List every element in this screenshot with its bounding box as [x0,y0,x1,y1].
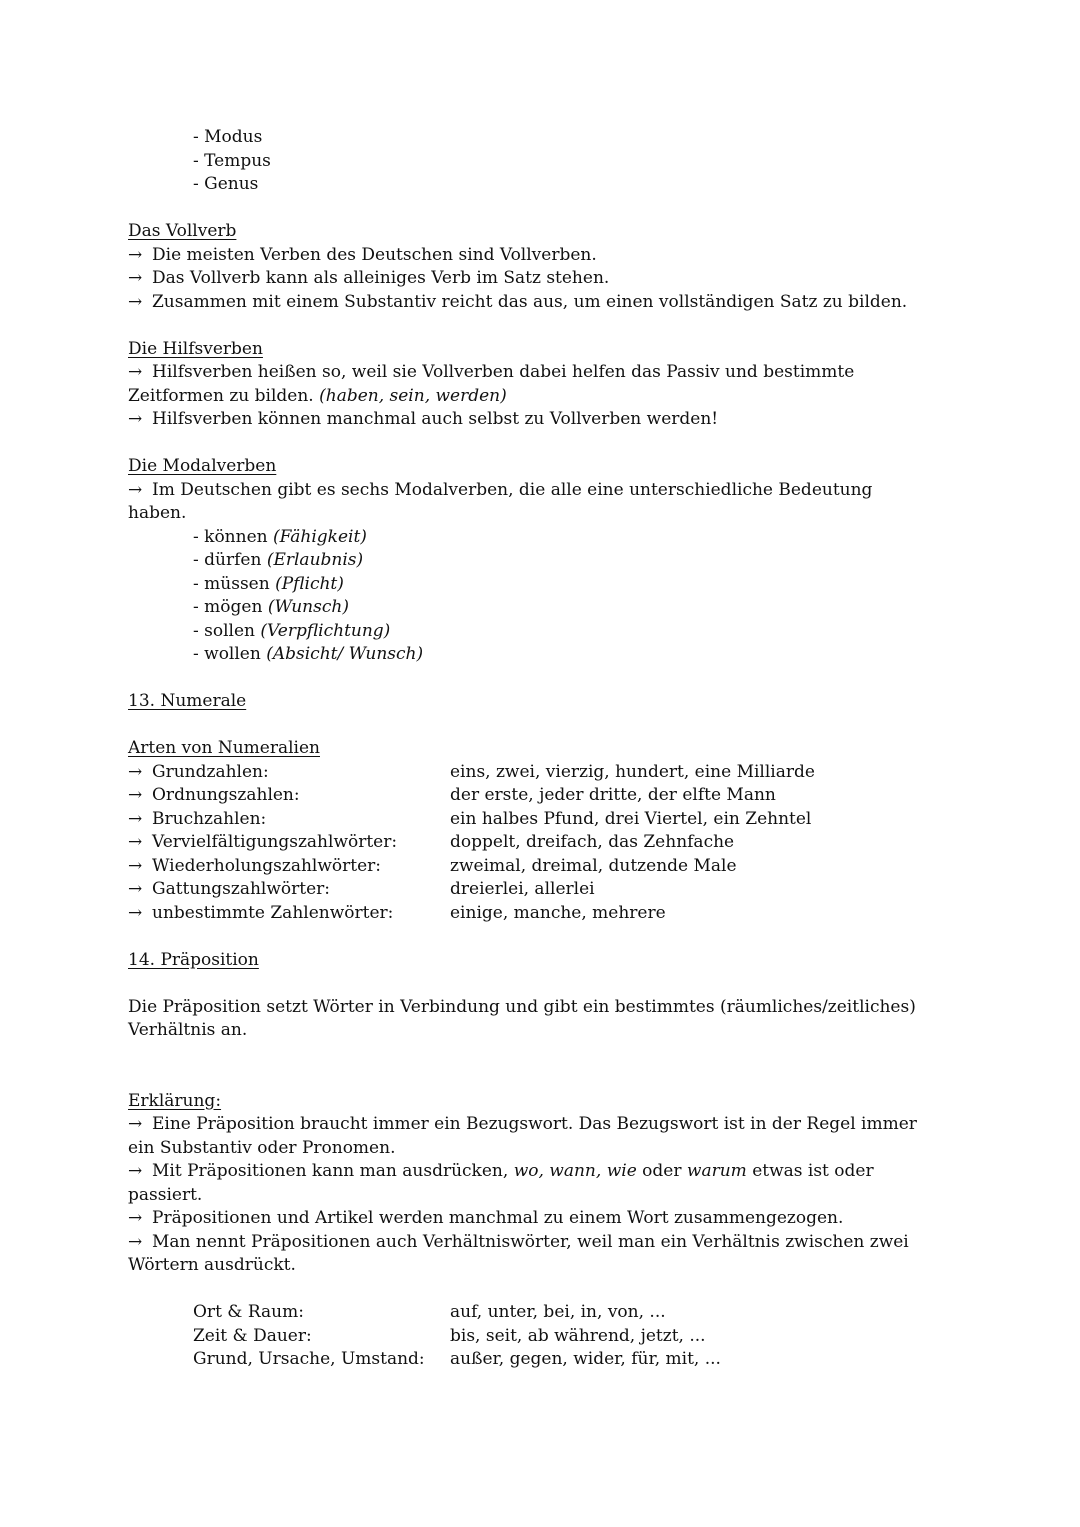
bullet-line: → Hilfsverben können manchmal auch selbst zu Vollverben werden! [128,408,940,432]
definition-line: Die Präposition setzt Wörter in Verbindung und gibt ein bestimmtes (räumliches/zeitliches) [128,996,916,1017]
definition-line: Verhältnis an. [128,1020,248,1040]
heading-hilfsverben: Die Hilfsverben [128,338,263,359]
arrow-icon: → [128,808,143,829]
list-item: - mögen (Wunsch) [193,597,349,617]
examples-italic: (haben, sein, werden) [319,385,507,406]
heading-modalverben: Die Modalverben [128,456,277,476]
arrow-icon: → [128,1208,143,1228]
list-item: - können (Fähigkeit) [193,526,367,547]
list-item: - müssen (Pflicht) [193,573,344,594]
arrow-icon: → [128,291,143,312]
arrow-icon: → [128,1161,143,1181]
arrow-icon: → [128,832,143,852]
table-row: → Vervielfältigungszahlwörter: doppelt, dreifach, das Zehnfache [128,831,940,855]
arrow-icon: → [128,409,143,429]
list-item: - Tempus [193,150,271,171]
list-item: - dürfen (Erlaubnis) [193,550,364,570]
table-row: → Wiederholungszahlwörter: zweimal, dreimal, dutzende Male [128,855,940,879]
genus-list [128,126,940,197]
bullet-line: → Die meisten Verben des Deutschen sind Vollverben. [128,244,940,268]
heading-vollverb: Das Vollverb [128,221,237,241]
bullet-line: → Mit Präpositionen kann man ausdrücken, wo, wann, wie oder warum etwas ist oder [128,1160,940,1184]
table-row: → unbestimmte Zahlenwörter: einige, manche, mehrere [128,902,940,926]
table-row: Grund, Ursache, Umstand: außer, gegen, wider, für, mit, ... [193,1349,721,1369]
bullet-line: → Man nennt Präpositionen auch Verhältniswörter, weil man ein Verhältnis zwischen zwei [128,1231,940,1255]
list-item: - wollen (Absicht/ Wunsch) [193,644,424,664]
bullet-line: → Im Deutschen gibt es sechs Modalverben, die alle eine unterschiedliche Bedeutung [128,479,940,503]
table-row: → Ordnungszahlen: der erste, jeder dritte, der elfte Mann [128,784,940,808]
heading-numerale: 13. Numerale [128,691,247,711]
table-row: → Bruchzahlen: ein halbes Pfund, drei Viertel, ein Zehntel [128,808,940,832]
bullet-line: → Das Vollverb kann als alleiniges Verb im Satz stehen. [128,267,940,291]
bullet-line: → Hilfsverben heißen so, weil sie Vollverben dabei helfen das Passiv und bestimmte [128,361,940,385]
section-hilfsverben [128,338,940,432]
arrow-icon: → [128,855,143,876]
arrow-icon: → [128,362,143,382]
arrow-icon: → [128,785,143,805]
section-vollverb [128,220,940,314]
bullet-line-continued: ein Substantiv oder Pronomen. [128,1137,396,1158]
list-item: - Genus [193,174,259,194]
bullet-line-continued: Zeitformen zu bilden. (haben, sein, werden) [128,385,507,406]
bullet-line: → Präpositionen und Artikel werden manchmal zu einem Wort zusammengezogen. [128,1207,940,1231]
heading-praeposition: 14. Präposition [128,949,259,970]
bullet-line: → Zusammen mit einem Substantiv reicht das aus, um einen vollständigen Satz zu bilden. [128,291,940,315]
table-row: → Gattungszahlwörter: dreierlei, allerlei [128,878,940,902]
table-row: Ort & Raum: auf, unter, bei, in, von, ... [193,1302,666,1322]
bullet-line-continued: passiert. [128,1184,203,1205]
bullet-line: → Eine Präposition braucht immer ein Bezugswort. Das Bezugswort ist in der Regel immer [128,1113,940,1137]
arrow-icon: → [128,1231,143,1252]
arrow-icon: → [128,879,143,899]
table-row: → Grundzahlen: eins, zwei, vierzig, hundert, eine Milliarde [128,761,940,785]
bullet-line-continued: haben. [128,503,187,523]
arrow-icon: → [128,761,143,782]
arrow-icon: → [128,244,143,265]
arrow-icon: → [128,1114,143,1134]
subheading-arten: Arten von Numeralien [128,738,320,758]
list-item: - sollen (Verpflichtung) [193,620,391,641]
arrow-icon: → [128,268,143,288]
table-row: Zeit & Dauer: bis, seit, ab während, jetzt, ... [193,1325,706,1346]
list-item: - Modus [193,127,263,147]
arrow-icon: → [128,479,143,500]
arrow-icon: → [128,902,143,923]
section-modalverben [128,455,940,667]
heading-erklaerung: Erklärung: [128,1090,222,1111]
section-numerale [128,690,940,925]
section-praeposition [128,949,940,1372]
bullet-line-continued: Wörtern ausdrückt. [128,1255,296,1275]
